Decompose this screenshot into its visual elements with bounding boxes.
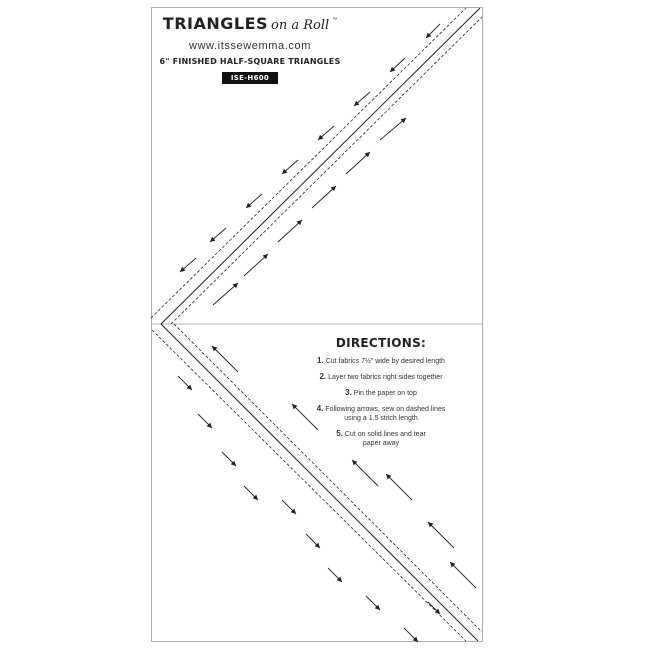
arrow-shaft [380, 118, 406, 140]
step-number: 2. [319, 372, 327, 381]
brand-logo-script: on a Roll [271, 18, 330, 33]
step-number: 1. [317, 356, 324, 365]
sewing-arrows [178, 24, 476, 642]
step-text: Cut fabrics 7½" wide by desired length [325, 358, 445, 365]
upper-cut-line [161, 8, 480, 324]
trademark-mark: ™ [332, 17, 338, 23]
directions-panel [296, 336, 466, 454]
direction-step-4 [296, 404, 466, 423]
brand-logo-main: TRIANGLES [162, 14, 269, 33]
directions-title: DIRECTIONS: [335, 336, 427, 350]
step-number: 5. [336, 429, 343, 438]
step-text: Layer two fabrics right sides together [328, 374, 443, 381]
product-code-wrap [150, 72, 350, 84]
step-text: Following arrows, sew on dashed lines using a 1.5 stitch length [325, 406, 446, 422]
website-url: www.itssewemma.com [188, 40, 312, 52]
step-text: Cut on solid lines and tear paper away [344, 431, 426, 447]
direction-step-5 [296, 429, 466, 448]
step-number: 3. [345, 388, 352, 397]
arrow-shaft [352, 460, 378, 486]
step-text: Pin the paper on top [353, 390, 417, 397]
arrow-shaft [450, 562, 476, 588]
step-number: 4. [316, 404, 324, 413]
arrow-shaft [428, 522, 454, 548]
product-code-badge: ISE-H600 [222, 72, 278, 84]
direction-step-2 [296, 372, 466, 382]
direction-step-3 [296, 388, 466, 398]
product-subtitle: 6" FINISHED HALF-SQUARE TRIANGLES [159, 57, 341, 66]
brand-logo [150, 14, 350, 40]
direction-step-1 [296, 356, 466, 366]
upper-dashed-line-outer [151, 8, 466, 318]
arrow-shaft [212, 346, 238, 372]
arrow-shaft [386, 474, 412, 500]
